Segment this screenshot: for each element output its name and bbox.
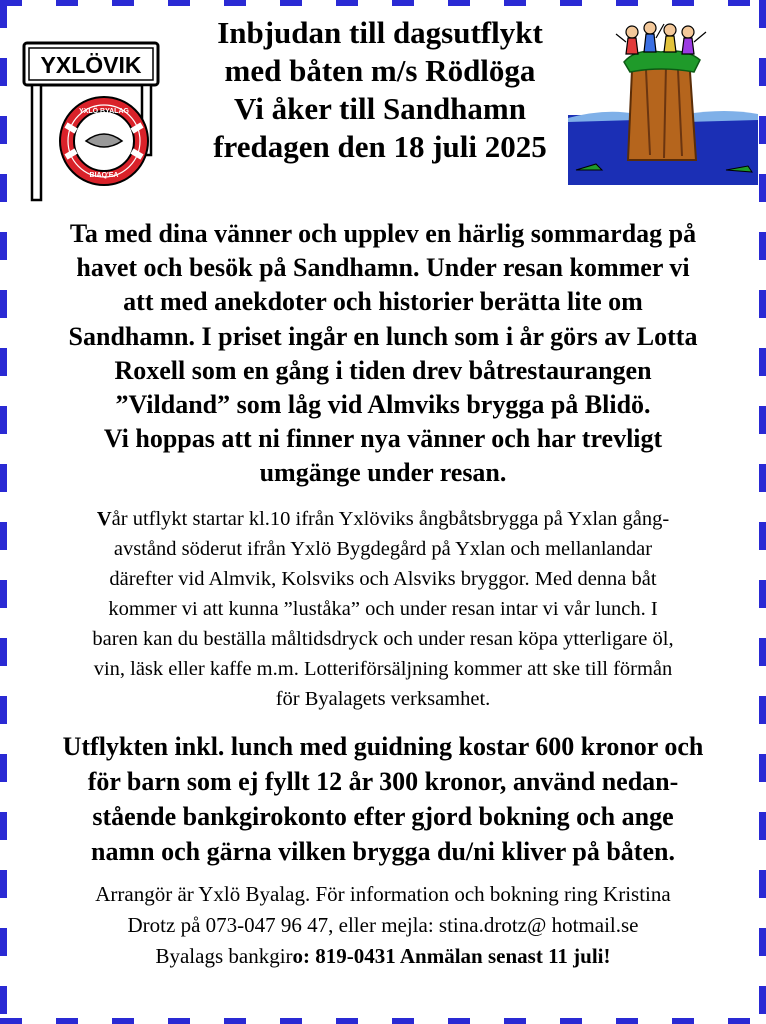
contact-line: Arrangör är Yxlö Byalag. För information och bokning ring Kristina: [95, 882, 671, 906]
contact-line: Drotz på 073-047 96 47, eller mejla: stina.drotz@ hotmail.se: [127, 913, 639, 937]
bankgiro-deadline: o: 819-0431 Anmälan senast 11 juli!: [292, 944, 611, 968]
title-line: med båten m/s Rödlöga: [224, 53, 536, 88]
contact-line: [16, 941, 750, 972]
page-title: [150, 14, 610, 166]
lead-line: Sandhamn. I priset ingår en lunch som i år görs av Lotta: [68, 321, 698, 351]
details-line: kommer vi att kunna ”luståka” och under resan intar vi vår lunch. I: [108, 598, 658, 620]
title-line: fredagen den 18 juli 2025: [213, 129, 547, 164]
lead-line: Roxell som en gång i tiden drev båtrestaurangen: [114, 355, 652, 385]
title-line: Vi åker till Sandhamn: [234, 91, 526, 126]
border-left: [0, 0, 7, 1024]
lead-line: Ta med dina vänner och upplev en härlig sommardag på: [69, 219, 697, 248]
lead-paragraph: [16, 217, 750, 491]
price-line: stående bankgirokonto efter gjord bokning och ange: [92, 802, 674, 831]
border-right: [759, 0, 766, 1024]
title-line: Inbjudan till dagsutflykt: [217, 15, 543, 50]
details-line: vin, läsk eller kaffe m.m. Lotteriförsäljning kommer att ske till förmån: [93, 658, 673, 680]
price-paragraph: [10, 729, 756, 869]
border-top: [0, 0, 766, 6]
lifebuoy-bottom-text: BIAQ'EA: [89, 172, 119, 179]
border-bottom: [0, 1018, 766, 1024]
lead-line: havet och besök på Sandhamn. Under resan kommer vi: [76, 253, 690, 283]
details-line: avstånd söderut ifrån Yxlö Bygdegård på Yxlan och mellanlandar: [113, 538, 653, 560]
price-line: Utflykten inkl. lunch med guidning kostar 600 kronor och: [62, 732, 704, 761]
details-line: baren kan du beställa måltidsdryck och under resan köpa ytterligare öl,: [92, 628, 674, 650]
details-first-letter: V: [96, 508, 112, 530]
lead-line: ”Vildand” som låg vid Almviks brygga på Blidö.: [115, 390, 651, 420]
bankgiro-label: Byalags bankgir: [155, 944, 293, 968]
contact-info: [16, 879, 750, 972]
price-line: namn och gärna vilken brygga du/ni kliver på båten.: [91, 837, 675, 866]
details-paragraph: [16, 504, 750, 714]
details-first-rest: år utflykt startar kl.10 ifrån Yxlöviks ångbåtsbrygga på Yxlan gång-: [111, 508, 670, 530]
lifebuoy-icon: [60, 97, 148, 185]
lead-line: att med anekdoter och historier berätta lite om: [123, 287, 643, 317]
lead-line: Vi hoppas att ni finner nya vänner och har trevligt: [103, 424, 663, 454]
details-line: för Byalagets verksamhet.: [275, 688, 491, 710]
sign-text: YXLÖVIK: [40, 52, 142, 78]
people-icon: [616, 22, 706, 54]
lead-line: umgänge under resan.: [259, 458, 507, 488]
details-line: därefter vid Almvik, Kolsviks och Alsviks bryggor. Med denna båt: [109, 568, 657, 590]
price-line: för barn som ej fyllt 12 år 300 kronor, använd nedan-: [87, 767, 679, 796]
lifebuoy-top-text: YXLÖ BYALAG: [79, 108, 129, 115]
details-line: [16, 504, 750, 534]
